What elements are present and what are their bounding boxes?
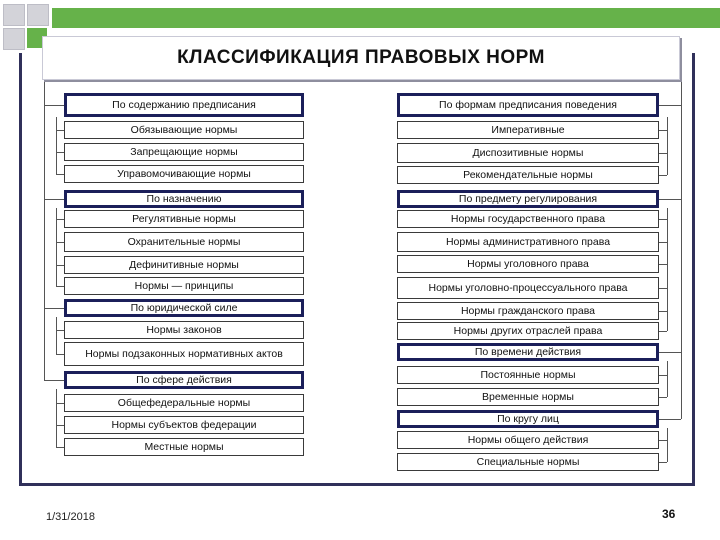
connector-line: [659, 419, 681, 420]
connector-line: [659, 264, 667, 265]
connector-line: [659, 175, 667, 176]
category-right-0-0-label: Императивные: [491, 124, 565, 136]
connector-line: [56, 330, 64, 331]
connector-line: [56, 242, 64, 243]
connector-line: [56, 447, 64, 448]
footer-date: 1/31/2018: [46, 511, 95, 523]
main-spine-line: [44, 78, 45, 380]
category-left-1-2-label: Дефинитивные нормы: [129, 259, 239, 271]
category-right-1-1-label: Нормы административного права: [445, 236, 611, 248]
category-right-1-5: [397, 322, 659, 340]
category-left-1-2: [64, 256, 304, 274]
connector-line: [56, 286, 64, 287]
category-right-0-1: [397, 143, 659, 163]
category-right-0-1-label: Диспозитивные нормы: [472, 147, 584, 159]
connector-line: [56, 152, 64, 153]
category-left-1-3-label: Нормы — принципы: [134, 280, 234, 292]
connector-line: [659, 153, 667, 154]
category-left-2-0-label: Нормы законов: [146, 324, 222, 336]
category-right-1-2-label: Нормы уголовного права: [467, 258, 589, 270]
connector-line: [56, 130, 64, 131]
main-spine-line: [681, 78, 682, 419]
connector-line: [56, 219, 64, 220]
connector-line: [56, 174, 64, 175]
category-left-0-0: [64, 121, 304, 139]
connector-line: [56, 403, 64, 404]
category-left-1-1: [64, 232, 304, 252]
group-header-right-2-label: По времени действия: [474, 346, 582, 358]
connector-line: [659, 199, 681, 200]
category-left-0-2-label: Управомочивающие нормы: [117, 168, 251, 180]
connector-line: [56, 425, 64, 426]
group-header-left-3: [64, 371, 304, 389]
page-number: 36: [662, 507, 676, 521]
category-left-3-1-label: Нормы субъектов федерации: [111, 419, 257, 431]
category-right-3-0: [397, 431, 659, 449]
connector-line: [44, 105, 64, 106]
category-right-2-1-label: Временные нормы: [482, 391, 574, 403]
connector-line: [659, 219, 667, 220]
group-header-left-3-label: По сфере действия: [136, 374, 232, 386]
category-right-1-2: [397, 255, 659, 273]
category-left-0-1-label: Запрещающие нормы: [130, 146, 238, 158]
group-header-left-1: [64, 190, 304, 208]
connector-line: [659, 105, 681, 106]
connector-line: [56, 354, 64, 355]
connector-line: [659, 352, 681, 353]
category-right-1-3: [397, 277, 659, 299]
category-right-2-1: [397, 388, 659, 406]
category-left-3-0-label: Общефедеральные нормы: [117, 397, 251, 409]
connector-line: [667, 428, 668, 462]
category-left-2-0: [64, 321, 304, 339]
category-right-3-1-label: Специальные нормы: [476, 456, 580, 468]
category-right-3-1: [397, 453, 659, 471]
group-header-right-3-label: По кругу лиц: [497, 413, 559, 425]
group-header-left-2: [64, 299, 304, 317]
category-right-0-2-label: Рекомендательные нормы: [463, 169, 593, 181]
connector-line: [667, 208, 668, 331]
connector-line: [659, 397, 667, 398]
connector-line: [667, 361, 668, 397]
category-right-1-0: [397, 210, 659, 228]
category-left-2-1: [64, 342, 304, 366]
connector-line: [667, 117, 668, 175]
group-header-right-2: [397, 343, 659, 361]
group-header-left-1-label: По назначению: [146, 193, 222, 205]
category-left-1-1-label: Охранительные нормы: [127, 236, 241, 248]
category-left-0-0-label: Обязывающие нормы: [130, 124, 238, 136]
category-right-1-4-label: Нормы гражданского права: [460, 305, 596, 317]
connector-line: [659, 130, 667, 131]
category-right-1-5-label: Нормы других отраслей права: [453, 325, 603, 337]
page-title: КЛАССИФИКАЦИЯ ПРАВОВЫХ НОРМ: [42, 36, 680, 80]
category-right-1-4: [397, 302, 659, 320]
category-right-1-0-label: Нормы государственного права: [450, 213, 606, 225]
category-left-3-0: [64, 394, 304, 412]
group-header-right-1-label: По предмету регулирования: [458, 193, 598, 205]
category-left-1-0: [64, 210, 304, 228]
category-left-1-3: [64, 277, 304, 295]
connector-line: [44, 199, 64, 200]
connector-line: [56, 117, 57, 174]
connector-line: [44, 380, 64, 381]
category-right-2-0: [397, 366, 659, 384]
connector-line: [44, 308, 64, 309]
group-header-left-2-label: По юридической силе: [130, 302, 238, 314]
category-left-3-2: [64, 438, 304, 456]
connector-line: [659, 375, 667, 376]
group-header-right-3: [397, 410, 659, 428]
category-left-3-2-label: Местные нормы: [144, 441, 224, 453]
category-left-0-2: [64, 165, 304, 183]
category-left-0-1: [64, 143, 304, 161]
category-right-0-0: [397, 121, 659, 139]
group-header-right-1: [397, 190, 659, 208]
category-right-0-2: [397, 166, 659, 184]
connector-line: [659, 462, 667, 463]
group-header-right-0-label: По формам предписания поведения: [439, 99, 617, 111]
category-left-1-0-label: Регулятивные нормы: [132, 213, 236, 225]
category-left-2-1-label: Нормы подзаконных нормативных актов: [85, 348, 283, 360]
connector-line: [659, 242, 667, 243]
connector-line: [659, 311, 667, 312]
group-header-right-0: [397, 93, 659, 117]
group-header-left-0-label: По содержанию предписания: [112, 99, 256, 111]
category-right-1-3-label: Нормы уголовно-процессуального права: [428, 282, 628, 294]
connector-line: [659, 288, 667, 289]
connector-line: [56, 317, 57, 354]
connector-line: [56, 265, 64, 266]
category-left-3-1: [64, 416, 304, 434]
category-right-1-1: [397, 232, 659, 252]
connector-line: [56, 389, 57, 447]
connector-line: [659, 331, 667, 332]
category-right-2-0-label: Постоянные нормы: [480, 369, 576, 381]
connector-line: [659, 440, 667, 441]
group-header-left-0: [64, 93, 304, 117]
category-right-3-0-label: Нормы общего действия: [467, 434, 589, 446]
